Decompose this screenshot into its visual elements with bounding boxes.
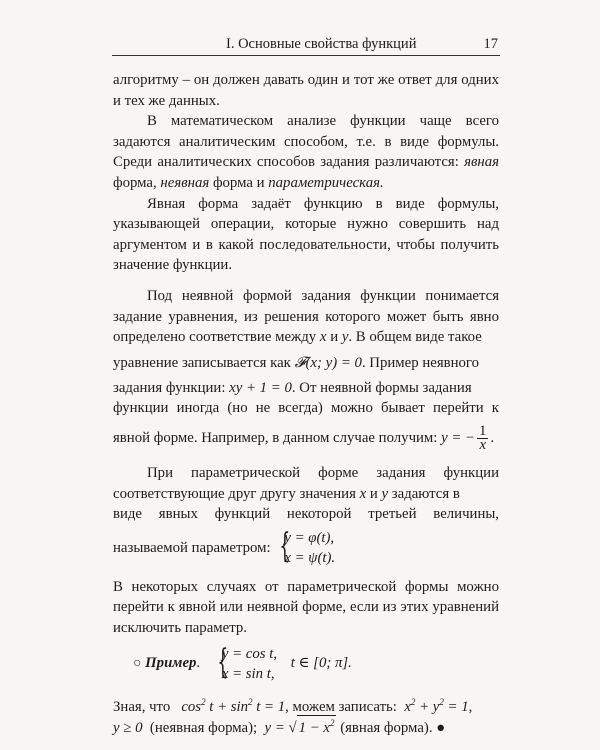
parameter-range: t ∈ [0; π]. bbox=[290, 655, 352, 672]
chapter-title: I. Основные свойства функций bbox=[226, 36, 417, 52]
text-line: и тех же данных. bbox=[113, 92, 220, 109]
text-line: значение функции. bbox=[113, 257, 233, 274]
example-label: Пример bbox=[145, 655, 197, 672]
text-line: В некоторых случаях от параметрической формы можно bbox=[113, 578, 499, 595]
text-line: В математическом анализе функции чаще всего bbox=[147, 113, 499, 130]
text-line: Явная форма задаёт функцию в виде формулы, bbox=[147, 195, 499, 212]
text-line: функции иногда (но не всегда) можно бывает перейти к bbox=[113, 400, 499, 417]
text-line: алгоритму – он должен давать один и тот же ответ для одних bbox=[113, 72, 499, 88]
example-circle-icon: ○ bbox=[133, 656, 142, 672]
text-line: задаются аналитическим способом, т.е. в виде формулы. bbox=[113, 133, 499, 150]
running-header bbox=[112, 33, 500, 56]
term-explicit: явная bbox=[464, 154, 500, 171]
text-line: явной форме. Например, в данном случае получим: y = − $\frac{1}{x}$ . bbox=[113, 423, 495, 454]
text-line: исключить параметр. bbox=[113, 619, 247, 636]
text-line: задание уравнения, из решения которого может быть явно bbox=[113, 308, 499, 325]
text-line: Среди аналитических способов задания различаются: явная bbox=[113, 154, 500, 171]
text-line: уравнение записывается как 𝓕(x; y) = 0. Пример неявного bbox=[113, 354, 480, 371]
text-line: перейти к явной или неявной форме, если из этих уравнений bbox=[113, 599, 499, 616]
text-line: форма, неявная форма и параметрическая. bbox=[113, 174, 384, 191]
text-line: виде явных функций некоторой третьей величины, bbox=[113, 506, 499, 523]
fraction-one-over-x: $\frac{1}{x}$ bbox=[479, 423, 487, 454]
text-line: y ≥ 0 (неявная форма); y = √ $1 - x^2$ (явная форма). ● bbox=[113, 713, 499, 743]
text-line: Под неявной формой задания функции понимается bbox=[147, 287, 499, 304]
example-equation: xy + 1 = 0 bbox=[229, 379, 292, 396]
example-line: ○ Пример. { y = cos t, x = sin t, t ∈ [0; π]. bbox=[133, 642, 352, 683]
text-line: определено соответствие между x и y. В общем виде такое bbox=[113, 329, 482, 346]
text-line: соответствующие друг другу значения x и y задаются в bbox=[113, 485, 460, 502]
text-line: Зная, что $\cos^2 t + \sin^2 t = 1$, можем записать: $x^2 + y^2 = 1$, bbox=[113, 697, 473, 716]
sqrt-radicand: $1 - x^2$ bbox=[297, 715, 337, 736]
page-number: 17 bbox=[483, 36, 498, 52]
text-line: аргументом и в какой последовательности, чтобы получить bbox=[113, 236, 499, 253]
page-body bbox=[113, 70, 499, 743]
sqrt-icon: √ bbox=[288, 720, 297, 737]
text-line: называемой параметром: { y = φ(t), x = ψ(t). bbox=[113, 526, 336, 567]
parametric-system: { y = φ(t), x = ψ(t). bbox=[279, 526, 336, 567]
end-of-example-icon: ● bbox=[436, 720, 446, 737]
term-implicit: неявная bbox=[160, 174, 210, 191]
text-line: указывающей операции, которые нужно совершить над bbox=[113, 216, 499, 233]
text-line: При параметрической форме задания функции bbox=[147, 464, 499, 481]
term-parametric: параметрическая. bbox=[268, 174, 384, 191]
brace-icon: { bbox=[279, 526, 291, 567]
example-system: { y = cos t, x = sin t, bbox=[217, 642, 278, 683]
implicit-equation: 𝓕(x; y) = 0 bbox=[294, 354, 362, 371]
text-line: задания функции: xy + 1 = 0. От неявной формы задания bbox=[113, 379, 472, 396]
brace-icon: { bbox=[217, 642, 229, 683]
